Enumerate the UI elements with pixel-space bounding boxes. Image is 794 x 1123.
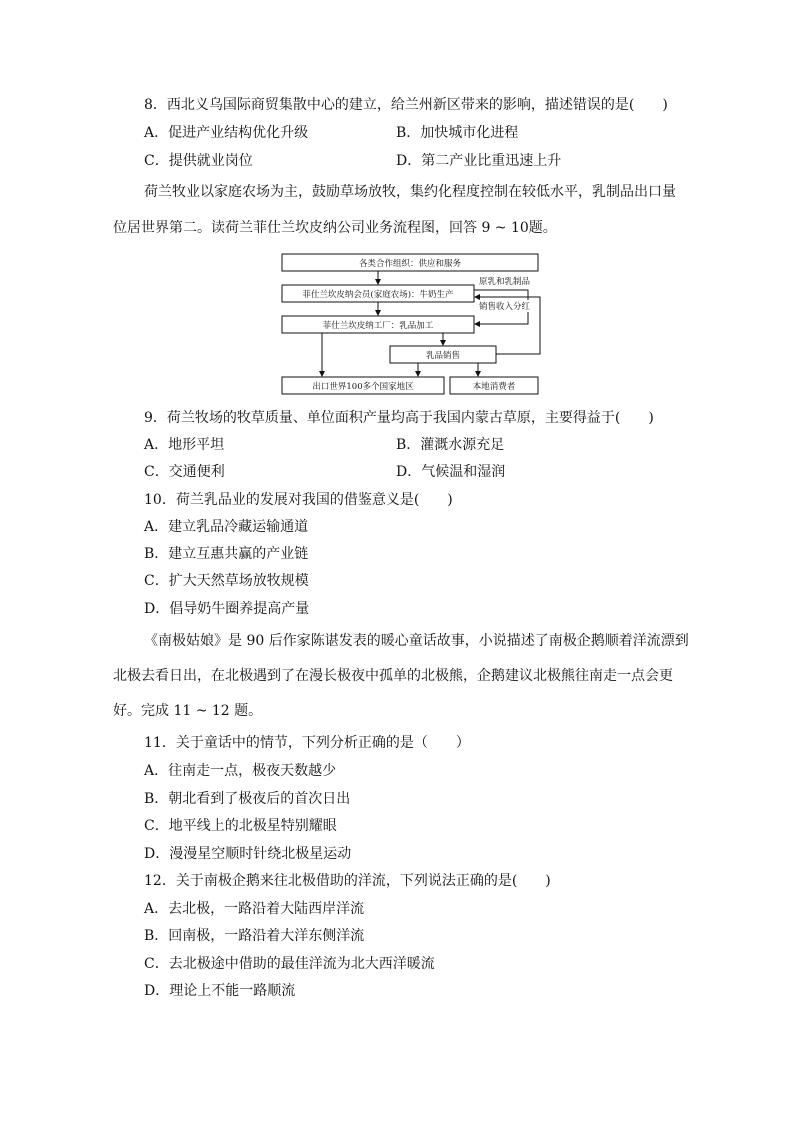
- flow-box-factory-label: 菲仕兰坎皮纳工厂：乳品加工: [322, 321, 434, 331]
- intro11-line1: 《南极姑娘》是 90 后作家陈谌发表的暖心童话故事，小说描述了南极企鹅顺着洋流漂到: [144, 633, 689, 649]
- flow-box-sales-label: 乳品销售: [425, 351, 461, 361]
- flow-box-export-label: 出口世界100多个国家地区: [312, 382, 414, 392]
- intro11-line2: 北极去看日出，在北极遇到了在漫长极夜中孤单的北极熊，企鹅建议北极熊往南走一点会更: [113, 668, 673, 684]
- flow-box-members-label: 菲仕兰坎皮纳会员(家庭农场)：牛奶生产: [302, 290, 454, 300]
- q8-option-a: A．促进产业结构优化升级: [144, 125, 309, 141]
- q9-stem: 9．荷兰牧场的牧草质量、单位面积产量均高于我国内蒙古草原，主要得益于( ): [144, 410, 654, 426]
- q9-option-c: C．交通便利: [144, 464, 225, 480]
- q10-stem: 10．荷兰乳品业的发展对我国的借鉴意义是( ): [144, 492, 453, 508]
- q9-option-a: A．地形平坦: [144, 437, 225, 453]
- q12-stem: 12．关于南极企鹅来往北极借助的洋流，下列说法正确的是( ): [144, 873, 551, 889]
- q10-option-d: D．倡导奶牛圈养提高产量: [144, 601, 310, 617]
- q12-option-d: D．理论上不能一路顺流: [144, 983, 296, 999]
- flow-box-local-label: 本地消费者: [472, 382, 516, 392]
- q12-option-b: B．回南极，一路沿着大洋东侧洋流: [144, 928, 365, 944]
- intro9-line2: 位居世界第二。读荷兰菲仕兰坎皮纳公司业务流程图，回答 9 ~ 10题。: [113, 220, 557, 236]
- q10-option-a: A．建立乳品冷藏运输通道: [144, 519, 309, 535]
- q12-option-a: A．去北极，一路沿着大陆西岸洋流: [144, 901, 365, 917]
- q12-option-c: C．去北极途中借助的最佳洋流为北大西洋暖流: [144, 956, 435, 972]
- q10-option-c: C．扩大天然草场放牧规模: [144, 573, 309, 589]
- q11-option-d: D．漫漫星空顺时针绕北极星运动: [144, 846, 352, 862]
- intro11-line3: 好。完成 11 ~ 12 题。: [113, 703, 263, 719]
- q11-option-c: C．地平线上的北极星特别耀眼: [144, 818, 337, 834]
- q10-option-b: B．建立互惠共赢的产业链: [144, 546, 309, 562]
- label-raw-milk: 原乳和乳制品: [479, 277, 531, 287]
- q11-option-a: A．往南走一点，极夜天数越少: [144, 763, 337, 779]
- q8-option-c: C．提供就业岗位: [144, 153, 253, 169]
- q9-option-b: B．灌溉水源充足: [396, 437, 505, 453]
- flow-box-sales: [390, 346, 496, 363]
- flow-box-factory: [282, 316, 474, 333]
- q9-option-d: D．气候温和湿润: [396, 464, 506, 480]
- intro9-line1: 荷兰牧业以家庭农场为主，鼓励草场放牧，集约化程度控制在较低水平，乳制品出口量: [144, 184, 676, 200]
- q11-stem: 11．关于童话中的情节，下列分析正确的是（ ）: [144, 735, 470, 751]
- q8-option-b: B．加快城市化进程: [396, 125, 519, 141]
- q8-stem: 8．西北义乌国际商贸集散中心的建立，给兰州新区带来的影响，描述错误的是( ): [144, 97, 668, 113]
- label-dividend: 销售收入分红: [479, 302, 531, 312]
- flow-box-export: [282, 377, 444, 394]
- flow-box-local-consumers: [450, 377, 538, 394]
- q8-option-d: D．第二产业比重迅速上升: [396, 153, 562, 169]
- business-flow-diagram: [278, 250, 550, 400]
- flow-box-members: [282, 285, 474, 302]
- flow-box-cooperatives: [282, 254, 538, 271]
- q11-option-b: B．朝北看到了极夜后的首次日出: [144, 791, 351, 807]
- flow-box-cooperatives-label: 各类合作组织：供应和服务: [358, 259, 462, 269]
